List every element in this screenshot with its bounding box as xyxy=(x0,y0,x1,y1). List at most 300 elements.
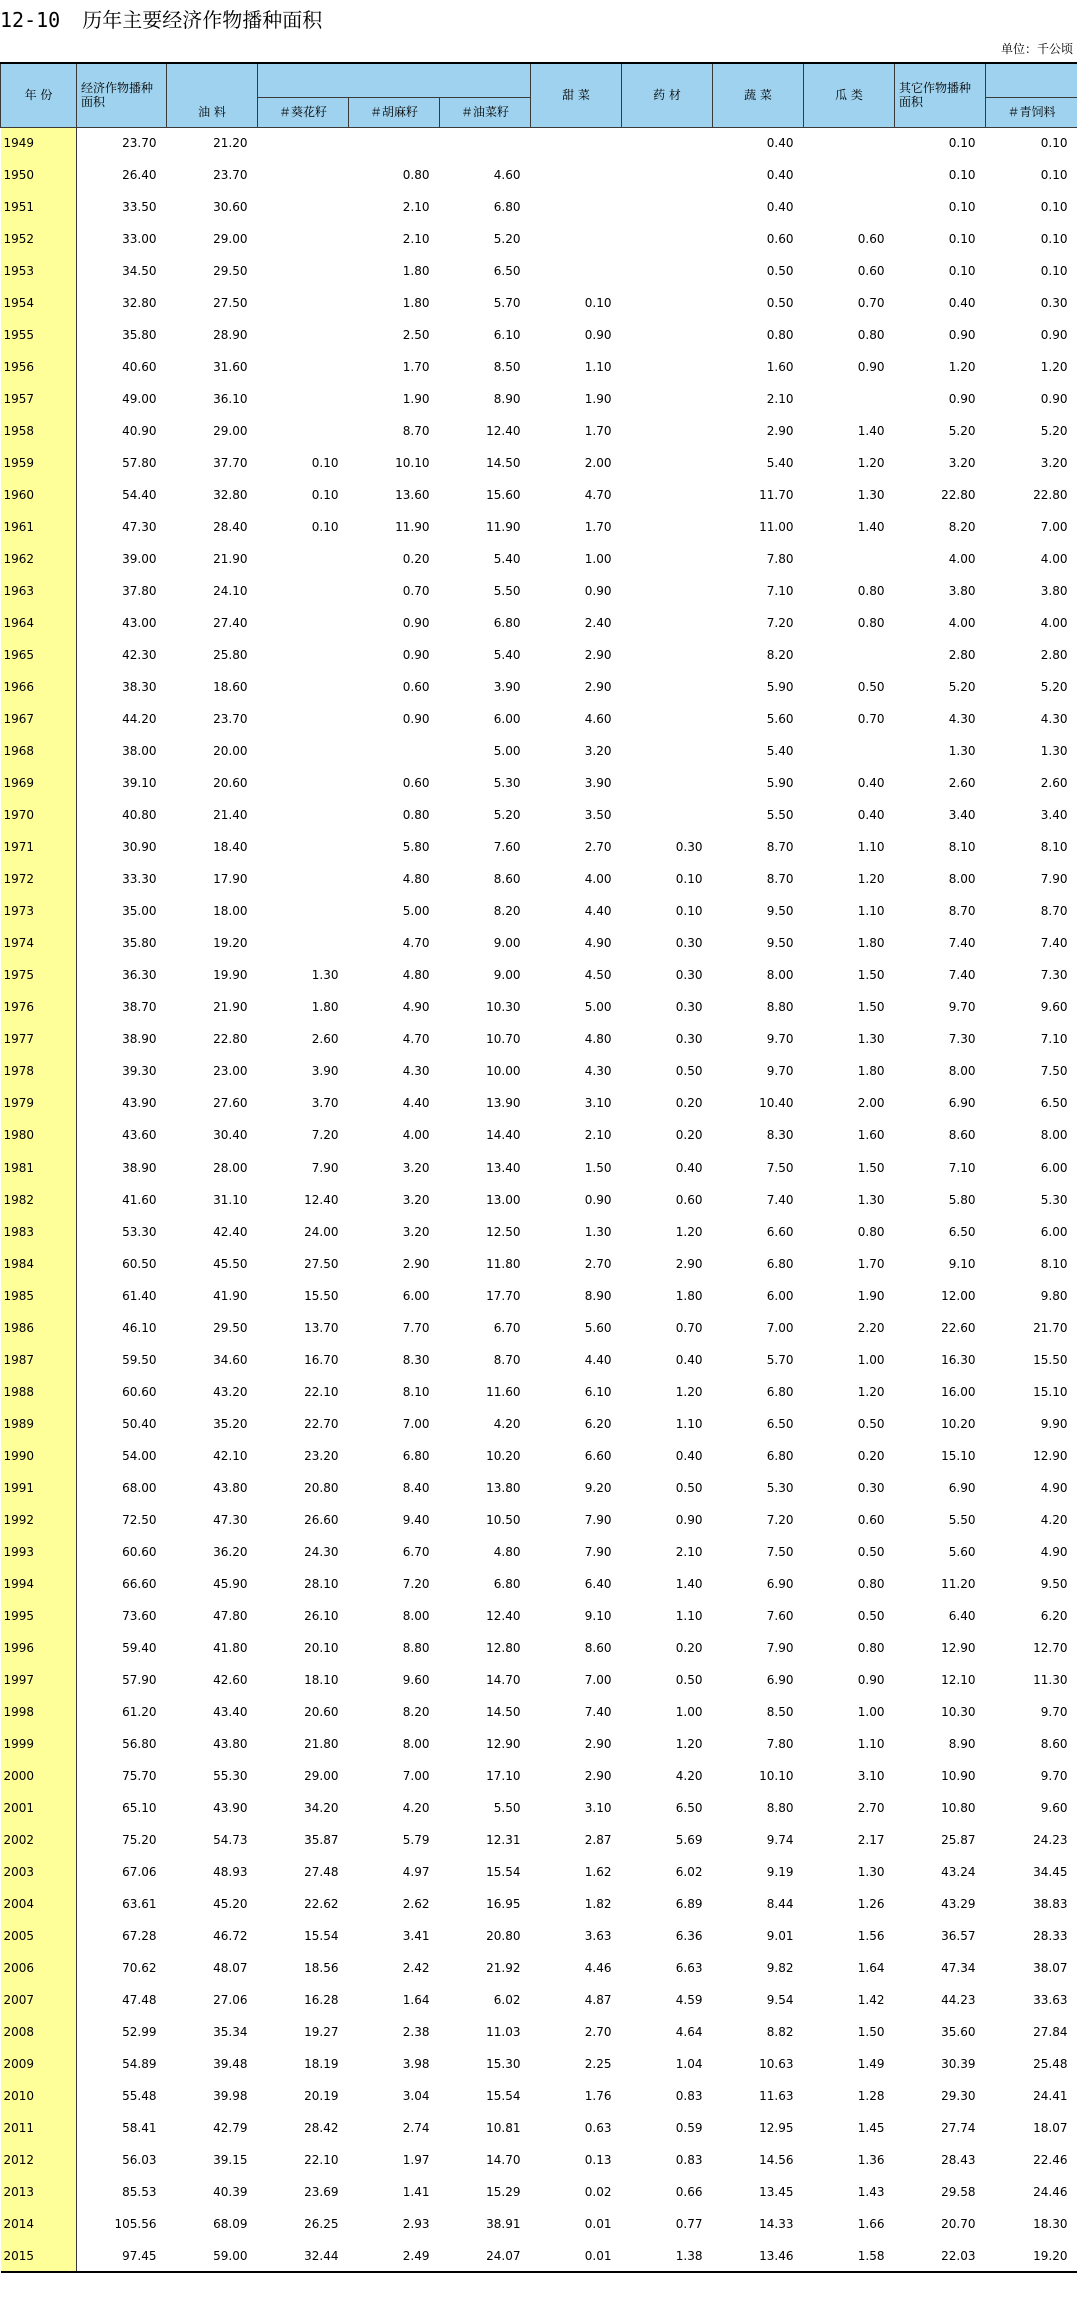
value-cell: 8.60 xyxy=(1040,1736,1068,1751)
value-cell: 67.28 xyxy=(122,1928,157,1943)
value-cell: 6.80 xyxy=(493,200,521,215)
value-cell: 18.40 xyxy=(213,840,248,855)
value-cell: 20.00 xyxy=(213,744,248,759)
value-cell: 2.40 xyxy=(584,616,612,631)
value-cell: 4.00 xyxy=(402,1128,430,1143)
value-cell: 1.90 xyxy=(857,1288,885,1303)
value-cell: 30.60 xyxy=(213,200,248,215)
table-row xyxy=(1,415,1077,447)
table-row xyxy=(1,2016,1077,2048)
year-cell: 1950 xyxy=(1,159,77,191)
value-cell: 8.00 xyxy=(1040,1128,1068,1143)
value-cell: 7.60 xyxy=(766,1608,794,1623)
table-row xyxy=(1,2176,1077,2208)
value-cell: 27.50 xyxy=(213,296,248,311)
value-cell: 0.70 xyxy=(857,296,885,311)
value-cell: 54.00 xyxy=(122,1448,157,1463)
value-cell: 97.45 xyxy=(77,2240,167,2272)
value-cell: 55.48 xyxy=(122,2088,157,2103)
value-cell: 12.95 xyxy=(759,2120,794,2135)
value-cell: 47.80 xyxy=(213,1608,248,1623)
value-cell: 18.00 xyxy=(213,904,248,919)
value-cell: 61.40 xyxy=(122,1288,157,1303)
value-cell: 42.30 xyxy=(122,648,157,663)
value-cell: 8.00 xyxy=(948,1064,976,1079)
year-cell: 1966 xyxy=(1,671,77,703)
value-cell: 35.80 xyxy=(122,936,157,951)
value-cell: 0.90 xyxy=(948,392,976,407)
header-vegetables: 蔬 菜 xyxy=(713,63,804,127)
value-cell: 4.00 xyxy=(584,872,612,887)
value-cell: 6.50 xyxy=(675,1800,703,1815)
table-row xyxy=(1,1600,1077,1632)
year-cell: 1965 xyxy=(1,639,77,671)
value-cell: 9.19 xyxy=(766,1864,794,1879)
value-cell: 9.80 xyxy=(1040,1288,1068,1303)
table-row xyxy=(1,1023,1077,1055)
value-cell: 54.40 xyxy=(122,488,157,503)
value-cell: 68.09 xyxy=(213,2217,248,2232)
value-cell: 7.30 xyxy=(1040,968,1068,983)
value-cell: 40.39 xyxy=(213,2185,248,2199)
value-cell: 20.80 xyxy=(486,1928,521,1943)
value-cell: 0.90 xyxy=(1040,328,1068,343)
value-cell: 24.23 xyxy=(1033,1832,1068,1847)
value-cell: 22.10 xyxy=(304,1384,339,1399)
value-cell: 8.20 xyxy=(493,904,521,919)
value-cell: 1.50 xyxy=(857,968,885,983)
value-cell: 1.80 xyxy=(857,936,885,951)
value-cell: 2.90 xyxy=(584,648,612,663)
value-cell: 0.30 xyxy=(1040,296,1068,311)
value-cell: 21.90 xyxy=(213,1000,248,1015)
value-cell: 39.30 xyxy=(122,1064,157,1079)
value-cell: 7.80 xyxy=(766,552,794,567)
value-cell: 6.36 xyxy=(675,1928,703,1943)
value-cell: 0.10 xyxy=(1040,200,1068,215)
value-cell: 0.10 xyxy=(1040,264,1068,279)
value-cell: 7.50 xyxy=(766,1544,794,1559)
value-cell: 41.60 xyxy=(122,1192,157,1207)
value-cell: 29.50 xyxy=(213,264,248,279)
value-cell: 60.60 xyxy=(122,1544,157,1559)
value-cell: 48.93 xyxy=(213,1864,248,1879)
value-cell xyxy=(258,127,349,159)
value-cell: 23.00 xyxy=(213,1064,248,1079)
value-cell: 43.90 xyxy=(213,1800,248,1815)
table-row xyxy=(1,1248,1077,1280)
value-cell: 4.60 xyxy=(493,168,521,183)
value-cell: 24.41 xyxy=(1033,2088,1068,2103)
value-cell: 5.40 xyxy=(493,552,521,567)
table-row xyxy=(1,735,1077,767)
value-cell: 2.38 xyxy=(402,2024,430,2039)
value-cell: 21.80 xyxy=(304,1736,339,1751)
value-cell: 2.20 xyxy=(857,1320,885,1335)
value-cell: 43.80 xyxy=(213,1736,248,1751)
value-cell: 0.60 xyxy=(857,232,885,247)
value-cell: 1.20 xyxy=(857,456,885,471)
value-cell: 2.80 xyxy=(1040,648,1068,663)
value-cell: 29.58 xyxy=(941,2185,976,2199)
value-cell: 7.20 xyxy=(402,1576,430,1591)
value-cell: 13.80 xyxy=(486,1480,521,1495)
table-row xyxy=(1,639,1077,671)
value-cell: 35.00 xyxy=(122,904,157,919)
value-cell: 9.82 xyxy=(766,1960,794,1975)
value-cell: 2.90 xyxy=(675,1256,703,1271)
value-cell: 4.97 xyxy=(402,1864,430,1879)
value-cell: 4.87 xyxy=(584,1992,612,2007)
value-cell: 58.41 xyxy=(122,2120,157,2135)
value-cell: 1.40 xyxy=(857,520,885,535)
value-cell: 29.00 xyxy=(213,232,248,247)
value-cell: 0.30 xyxy=(857,1480,885,1495)
value-cell: 5.79 xyxy=(402,1832,430,1847)
value-cell: 1.38 xyxy=(622,2240,713,2272)
value-cell: 27.06 xyxy=(213,1992,248,2007)
table-row xyxy=(1,1408,1077,1440)
value-cell xyxy=(622,703,713,735)
value-cell: 11.90 xyxy=(486,520,521,535)
value-cell: 3.20 xyxy=(1040,456,1068,471)
table-row xyxy=(1,1536,1077,1568)
value-cell: 9.50 xyxy=(766,936,794,951)
value-cell: 7.00 xyxy=(402,1416,430,1431)
value-cell: 6.80 xyxy=(766,1384,794,1399)
value-cell: 4.90 xyxy=(402,1000,430,1015)
table-row xyxy=(1,575,1077,607)
value-cell: 41.90 xyxy=(213,1288,248,1303)
value-cell: 18.30 xyxy=(1033,2217,1068,2232)
year-cell: 1960 xyxy=(1,479,77,511)
value-cell: 16.70 xyxy=(304,1352,339,1367)
value-cell: 11.90 xyxy=(395,520,430,535)
value-cell xyxy=(258,383,349,415)
value-cell: 1.64 xyxy=(857,1960,885,1975)
table-row xyxy=(1,1055,1077,1087)
value-cell: 9.20 xyxy=(584,1480,612,1495)
value-cell: 1.43 xyxy=(857,2185,885,2199)
value-cell: 1.36 xyxy=(857,2152,885,2167)
value-cell: 0.50 xyxy=(857,680,885,695)
value-cell: 19.20 xyxy=(986,2240,1077,2272)
value-cell: 5.90 xyxy=(766,680,794,695)
table-row xyxy=(1,127,1077,159)
value-cell: 25.80 xyxy=(213,648,248,663)
value-cell: 2.93 xyxy=(402,2217,430,2232)
value-cell: 5.30 xyxy=(766,1480,794,1495)
value-cell: 3.04 xyxy=(402,2088,430,2103)
value-cell: 45.50 xyxy=(213,1256,248,1271)
table-row xyxy=(1,1504,1077,1536)
value-cell: 13.90 xyxy=(486,1096,521,1111)
table-row xyxy=(1,159,1077,191)
value-cell: 7.90 xyxy=(584,1544,612,1559)
value-cell: 43.90 xyxy=(122,1096,157,1111)
value-cell: 13.40 xyxy=(486,1160,521,1175)
table-row xyxy=(1,2048,1077,2080)
year-cell: 1969 xyxy=(1,767,77,799)
value-cell: 3.20 xyxy=(584,744,612,759)
value-cell xyxy=(531,127,622,159)
value-cell: 37.80 xyxy=(122,584,157,599)
value-cell: 1.80 xyxy=(402,296,430,311)
value-cell: 54.89 xyxy=(122,2056,157,2071)
value-cell: 0.70 xyxy=(402,584,430,599)
value-cell: 0.90 xyxy=(402,648,430,663)
value-cell: 2.42 xyxy=(402,1960,430,1975)
table-row xyxy=(1,2240,1077,2272)
table-row xyxy=(1,1087,1077,1119)
year-cell: 2002 xyxy=(1,1824,77,1856)
table-row xyxy=(1,1216,1077,1248)
value-cell: 2.80 xyxy=(948,648,976,663)
value-cell: 2.00 xyxy=(857,1096,885,1111)
value-cell: 19.90 xyxy=(213,968,248,983)
value-cell: 5.00 xyxy=(402,904,430,919)
value-cell xyxy=(258,863,349,895)
value-cell: 6.10 xyxy=(584,1384,612,1399)
value-cell: 1.20 xyxy=(675,1384,703,1399)
value-cell: 6.00 xyxy=(766,1288,794,1303)
table-row xyxy=(1,1760,1077,1792)
value-cell: 1.20 xyxy=(1040,360,1068,375)
value-cell: 7.50 xyxy=(766,1160,794,1175)
value-cell: 6.20 xyxy=(584,1416,612,1431)
value-cell: 61.20 xyxy=(122,1704,157,1719)
value-cell: 8.50 xyxy=(493,360,521,375)
value-cell: 11.70 xyxy=(759,488,794,503)
value-cell: 28.33 xyxy=(1033,1928,1068,1943)
value-cell: 57.90 xyxy=(122,1672,157,1687)
value-cell: 6.80 xyxy=(766,1448,794,1463)
value-cell: 6.10 xyxy=(493,328,521,343)
value-cell: 0.80 xyxy=(402,808,430,823)
value-cell: 0.10 xyxy=(675,872,703,887)
year-cell: 1957 xyxy=(1,383,77,415)
value-cell: 4.80 xyxy=(493,1544,521,1559)
year-cell: 1988 xyxy=(1,1376,77,1408)
value-cell: 1.10 xyxy=(584,360,612,375)
value-cell: 8.20 xyxy=(402,1704,430,1719)
value-cell: 23.70 xyxy=(213,168,248,183)
value-cell: 0.90 xyxy=(584,584,612,599)
year-cell: 1980 xyxy=(1,1119,77,1151)
header-melon: 瓜 类 xyxy=(804,63,895,127)
value-cell: 38.91 xyxy=(486,2217,521,2232)
value-cell xyxy=(531,223,622,255)
header-other: 其它作物播种面积 xyxy=(895,63,986,127)
value-cell: 9.70 xyxy=(766,1064,794,1079)
value-cell: 15.50 xyxy=(1033,1352,1068,1367)
value-cell: 5.40 xyxy=(766,456,794,471)
value-cell: 35.34 xyxy=(213,2024,248,2039)
value-cell: 4.40 xyxy=(584,904,612,919)
value-cell: 0.50 xyxy=(766,264,794,279)
value-cell: 14.33 xyxy=(759,2217,794,2232)
value-cell: 0.10 xyxy=(675,904,703,919)
value-cell xyxy=(622,351,713,383)
value-cell: 26.10 xyxy=(304,1608,339,1623)
value-cell: 73.60 xyxy=(122,1608,157,1623)
value-cell: 2.62 xyxy=(402,1896,430,1911)
value-cell: 7.20 xyxy=(311,1128,339,1143)
value-cell: 1.45 xyxy=(857,2120,885,2135)
value-cell: 8.30 xyxy=(402,1352,430,1367)
year-cell: 1956 xyxy=(1,351,77,383)
table-row xyxy=(1,1312,1077,1344)
year-cell: 2008 xyxy=(1,2016,77,2048)
value-cell: 22.03 xyxy=(895,2240,986,2272)
value-cell: 1.62 xyxy=(584,1864,612,1879)
value-cell: 6.50 xyxy=(1040,1096,1068,1111)
value-cell: 14.50 xyxy=(486,456,521,471)
table-row xyxy=(1,1728,1077,1760)
value-cell: 10.30 xyxy=(941,1704,976,1719)
value-cell: 13.70 xyxy=(304,1320,339,1335)
value-cell: 0.10 xyxy=(948,264,976,279)
value-cell: 7.40 xyxy=(584,1704,612,1719)
value-cell: 4.64 xyxy=(675,2024,703,2039)
value-cell xyxy=(258,319,349,351)
table-row xyxy=(1,447,1077,479)
year-cell: 1993 xyxy=(1,1536,77,1568)
value-cell: 10.20 xyxy=(941,1416,976,1431)
value-cell: 0.80 xyxy=(402,168,430,183)
value-cell: 4.90 xyxy=(1040,1544,1068,1559)
year-cell: 1964 xyxy=(1,607,77,639)
value-cell: 8.50 xyxy=(766,1704,794,1719)
value-cell xyxy=(622,575,713,607)
year-cell: 1972 xyxy=(1,863,77,895)
value-cell: 16.30 xyxy=(941,1352,976,1367)
value-cell: 1.10 xyxy=(675,1416,703,1431)
value-cell: 22.60 xyxy=(941,1320,976,1335)
value-cell: 28.00 xyxy=(213,1160,248,1175)
value-cell: 32.80 xyxy=(122,296,157,311)
value-cell: 36.30 xyxy=(122,968,157,983)
value-cell: 38.83 xyxy=(1033,1896,1068,1911)
value-cell: 0.90 xyxy=(857,360,885,375)
value-cell: 22.80 xyxy=(213,1032,248,1047)
value-cell: 1.10 xyxy=(857,840,885,855)
value-cell: 46.72 xyxy=(213,1928,248,1943)
value-cell: 0.20 xyxy=(857,1448,885,1463)
value-cell: 85.53 xyxy=(122,2185,157,2199)
value-cell: 12.00 xyxy=(941,1288,976,1303)
value-cell: 46.10 xyxy=(122,1320,157,1335)
value-cell xyxy=(622,543,713,575)
value-cell: 0.60 xyxy=(857,1512,885,1527)
value-cell xyxy=(622,159,713,191)
value-cell: 43.60 xyxy=(122,1128,157,1143)
value-cell xyxy=(622,127,713,159)
value-cell: 1.80 xyxy=(857,1064,885,1079)
value-cell xyxy=(622,511,713,543)
value-cell: 13.00 xyxy=(486,1192,521,1207)
value-cell: 0.10 xyxy=(1040,168,1068,183)
value-cell: 1.70 xyxy=(857,1256,885,1271)
value-cell: 31.10 xyxy=(213,1192,248,1207)
value-cell: 1.28 xyxy=(857,2088,885,2103)
value-cell: 0.30 xyxy=(675,1000,703,1015)
value-cell: 5.40 xyxy=(766,744,794,759)
value-cell xyxy=(258,703,349,735)
value-cell: 10.80 xyxy=(941,1800,976,1815)
value-cell: 4.20 xyxy=(493,1416,521,1431)
value-cell: 1.64 xyxy=(402,1992,430,2007)
value-cell: 7.90 xyxy=(766,1640,794,1655)
value-cell: 18.56 xyxy=(304,1960,339,1975)
value-cell: 1.97 xyxy=(402,2152,430,2167)
value-cell: 1.90 xyxy=(402,392,430,407)
value-cell: 0.59 xyxy=(675,2120,703,2135)
value-cell: 44.23 xyxy=(941,1992,976,2007)
value-cell: 8.70 xyxy=(766,872,794,887)
value-cell: 30.39 xyxy=(941,2056,976,2071)
value-cell: 5.80 xyxy=(948,1192,976,1207)
value-cell: 2.70 xyxy=(584,840,612,855)
value-cell: 7.40 xyxy=(948,968,976,983)
value-cell: 75.70 xyxy=(122,1768,157,1783)
value-cell: 1.26 xyxy=(857,1896,885,1911)
value-cell: 38.00 xyxy=(122,744,157,759)
value-cell: 39.00 xyxy=(122,552,157,567)
value-cell: 5.70 xyxy=(766,1352,794,1367)
value-cell: 4.40 xyxy=(584,1352,612,1367)
value-cell: 3.10 xyxy=(857,1768,885,1783)
value-cell: 54.73 xyxy=(213,1832,248,1847)
value-cell xyxy=(258,543,349,575)
value-cell: 0.63 xyxy=(584,2120,612,2135)
value-cell: 40.60 xyxy=(122,360,157,375)
value-cell: 0.80 xyxy=(857,616,885,631)
value-cell: 8.70 xyxy=(493,1352,521,1367)
value-cell xyxy=(258,607,349,639)
value-cell: 8.70 xyxy=(402,424,430,439)
value-cell: 38.90 xyxy=(122,1032,157,1047)
value-cell: 0.60 xyxy=(766,232,794,247)
value-cell: 43.20 xyxy=(213,1384,248,1399)
year-cell: 1959 xyxy=(1,447,77,479)
value-cell: 8.60 xyxy=(493,872,521,887)
value-cell: 22.46 xyxy=(1033,2152,1068,2167)
value-cell: 0.50 xyxy=(857,1544,885,1559)
value-cell: 18.19 xyxy=(304,2056,339,2071)
value-cell: 2.00 xyxy=(584,456,612,471)
value-cell: 42.10 xyxy=(213,1448,248,1463)
value-cell: 1.20 xyxy=(675,1736,703,1751)
value-cell: 12.90 xyxy=(941,1640,976,1655)
value-cell: 1.20 xyxy=(948,360,976,375)
year-cell: 1961 xyxy=(1,511,77,543)
value-cell: 56.80 xyxy=(122,1736,157,1751)
value-cell: 24.00 xyxy=(304,1224,339,1239)
value-cell: 19.27 xyxy=(304,2024,339,2039)
table-row xyxy=(1,255,1077,287)
value-cell: 2.90 xyxy=(766,424,794,439)
value-cell: 9.60 xyxy=(1040,1000,1068,1015)
value-cell: 47.30 xyxy=(122,520,157,535)
value-cell: 8.00 xyxy=(402,1608,430,1623)
value-cell: 4.90 xyxy=(584,936,612,951)
value-cell: 47.30 xyxy=(213,1512,248,1527)
value-cell: 33.63 xyxy=(1033,1992,1068,2007)
value-cell: 1.30 xyxy=(948,744,976,759)
value-cell: 6.70 xyxy=(493,1320,521,1335)
value-cell: 4.80 xyxy=(584,1032,612,1047)
